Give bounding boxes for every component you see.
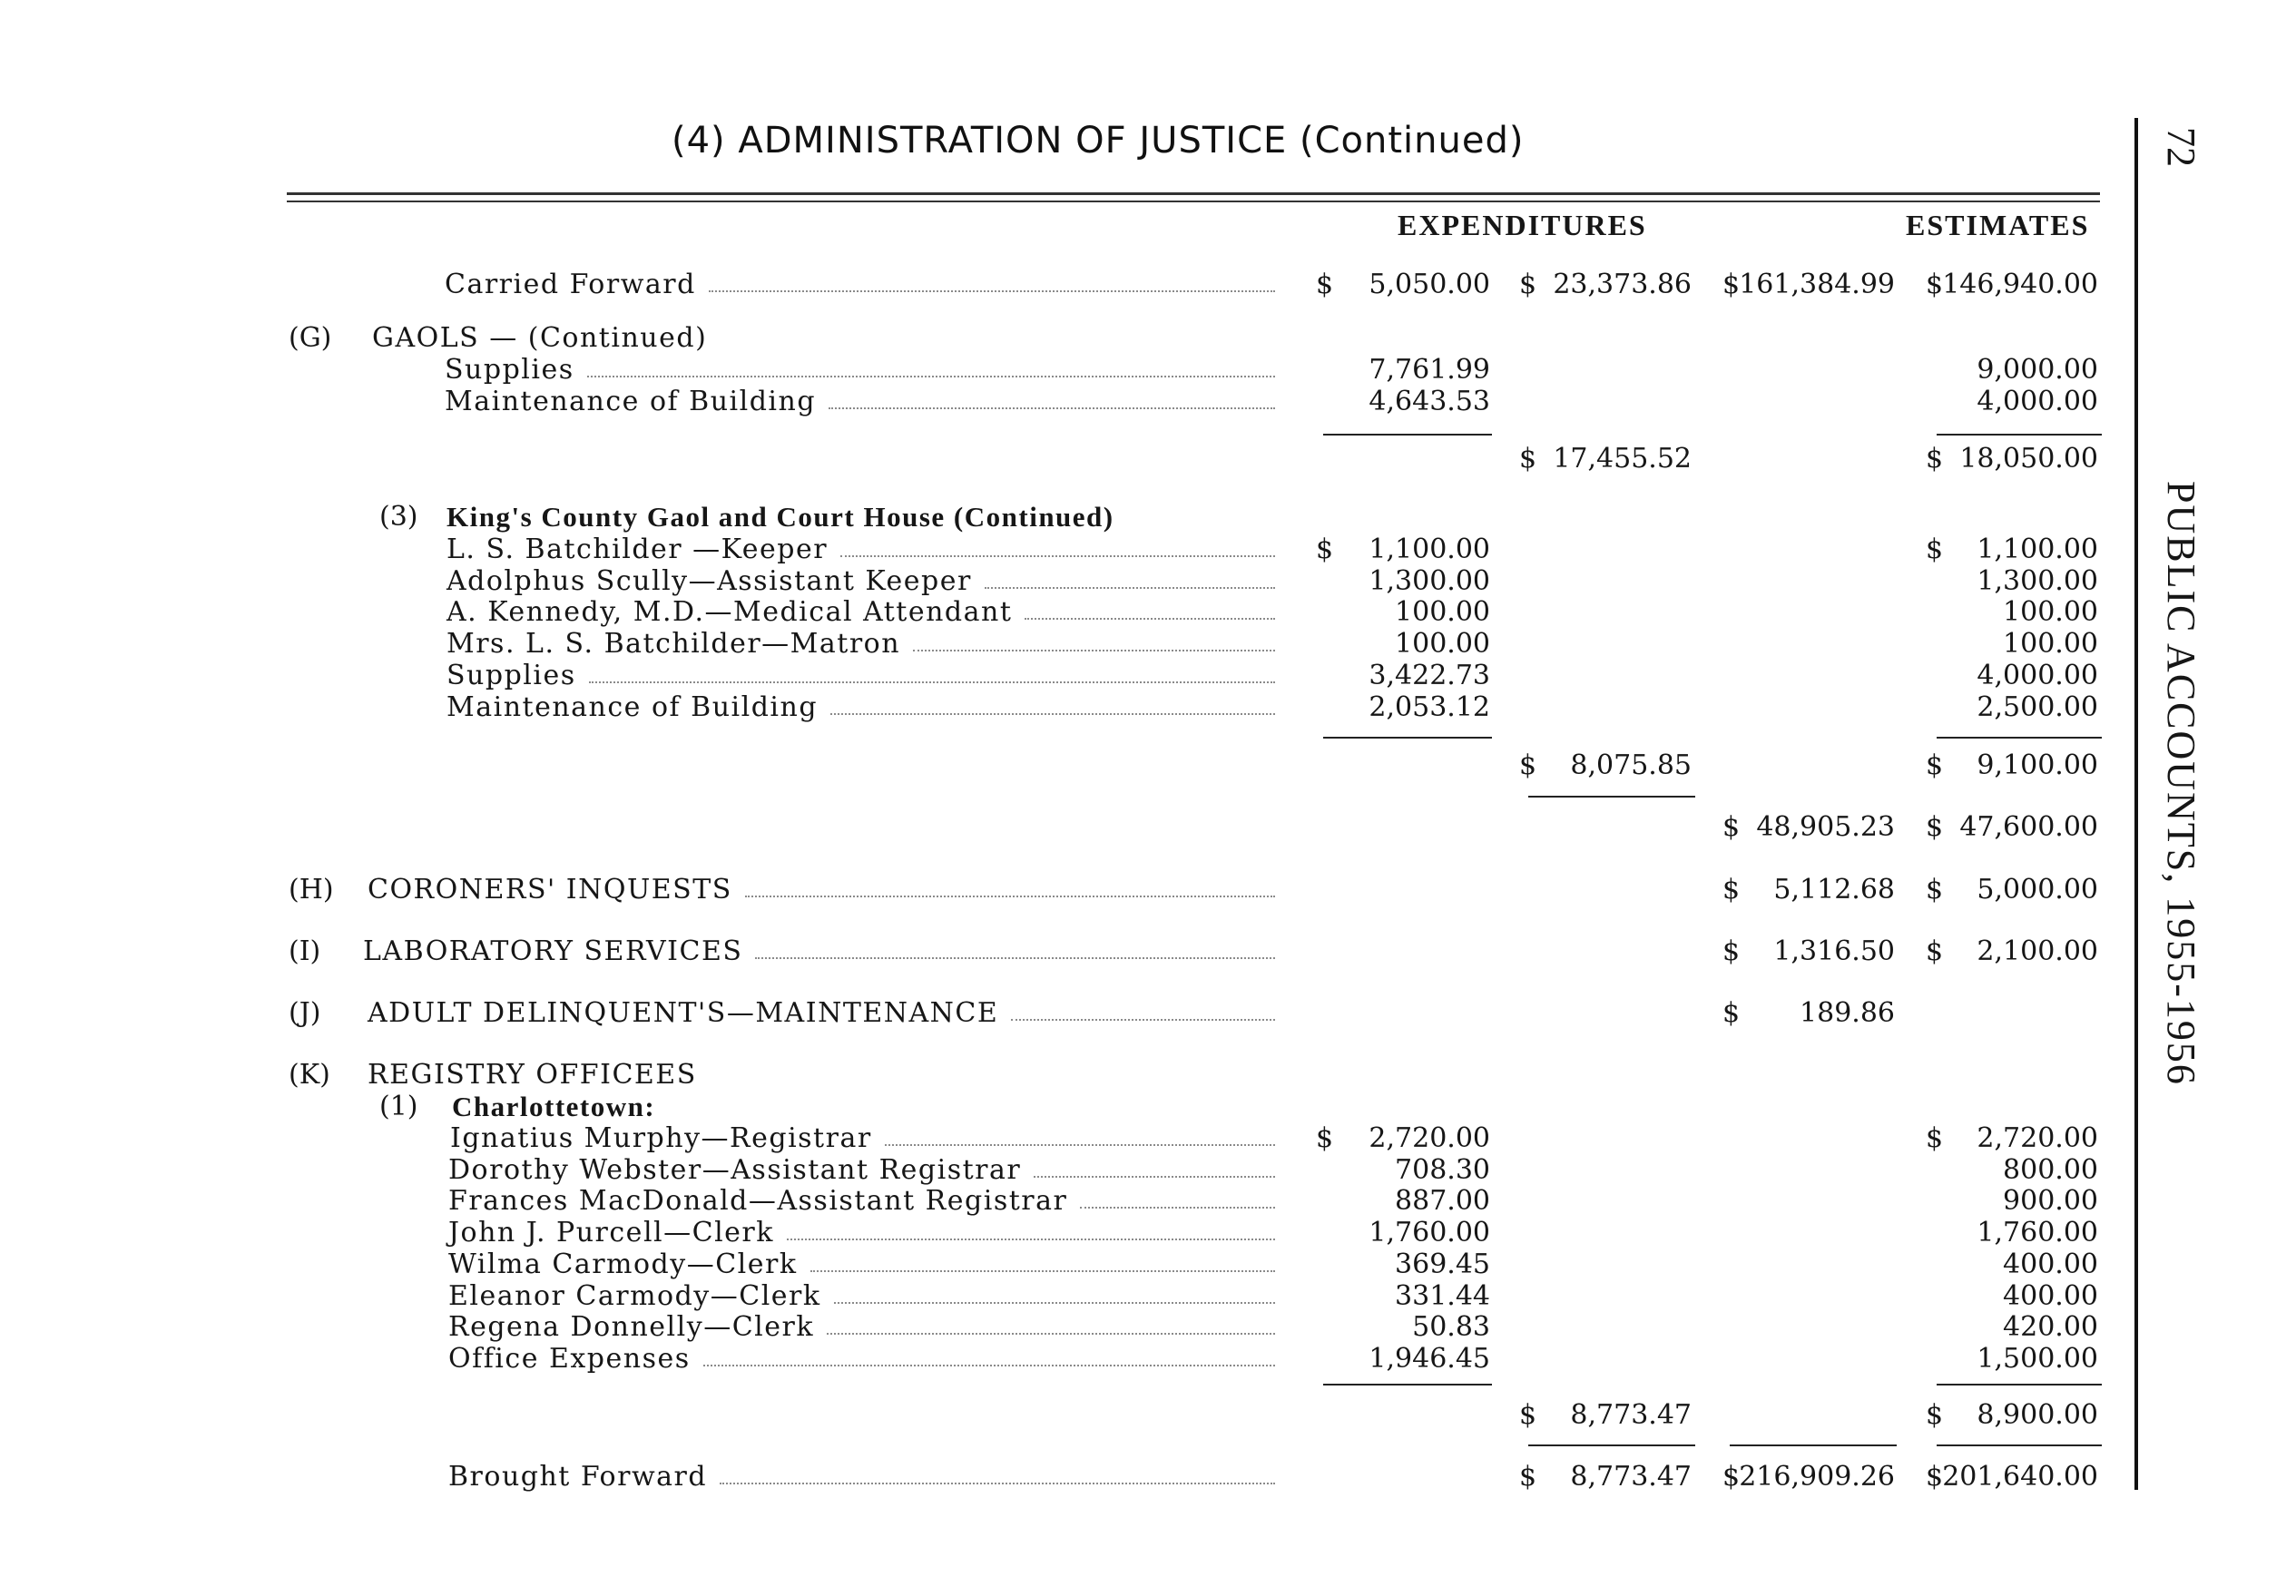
subtotal-rule — [1323, 434, 1492, 436]
row-label: CORONERS' INQUESTS — [368, 874, 732, 906]
amount-col-4: 1,300.00 — [1977, 565, 2098, 597]
ledger-row-gaols — [0, 322, 2114, 357]
amount-col-4: 900.00 — [2003, 1185, 2098, 1217]
dot-leader — [1080, 1207, 1275, 1209]
dollar-sign: $ — [1316, 534, 1334, 565]
ledger-row-brought-forward — [0, 1461, 2114, 1495]
amount-col-1: 4,643.53 — [1369, 386, 1490, 417]
row-label: Maintenance of Building — [446, 691, 819, 723]
ledger-row-matron — [0, 628, 2114, 662]
amount-col-4: 2,500.00 — [1977, 691, 2098, 723]
amount-col-3: 189.86 — [1800, 997, 1895, 1029]
row-label: Adolphus Scully—Assistant Keeper — [446, 565, 972, 597]
amount-col-4: 800.00 — [2003, 1154, 2098, 1186]
row-label: Brought Forward — [448, 1461, 708, 1493]
dot-leader — [787, 1239, 1275, 1240]
dollar-sign: $ — [1316, 1122, 1334, 1154]
ledger-row-gaols-maintenance — [0, 386, 2114, 420]
amount-col-1: 887.00 — [1395, 1185, 1490, 1217]
dollar-sign: $ — [1926, 269, 1944, 300]
dot-leader — [1034, 1176, 1275, 1178]
dollar-sign: $ — [1722, 935, 1741, 967]
amount-col-4: 9,100.00 — [1977, 749, 2098, 781]
ledger-row-scully — [0, 565, 2114, 600]
ledger-row-wilma-carmody — [0, 1248, 2114, 1283]
subtotal-rule — [1528, 796, 1695, 798]
dollar-sign: $ — [1519, 443, 1537, 475]
page-number: 72 — [2159, 127, 2203, 167]
amount-col-1: 100.00 — [1395, 596, 1490, 628]
dot-leader — [830, 713, 1275, 715]
dollar-sign: $ — [1926, 749, 1944, 781]
amount-col-4: 400.00 — [2003, 1280, 2098, 1312]
dot-leader — [720, 1483, 1275, 1484]
section-code: (H) — [289, 874, 334, 906]
dot-leader — [985, 587, 1275, 589]
amount-col-4: 1,760.00 — [1977, 1217, 2098, 1248]
amount-col-4: 18,050.00 — [1959, 443, 2098, 475]
ledger-row-gaols-total — [0, 811, 2114, 846]
dollar-sign: $ — [1722, 269, 1741, 300]
subsection-code: (1) — [379, 1091, 418, 1122]
row-label: Supplies — [446, 660, 576, 691]
ledger-row-kings-county — [0, 501, 2114, 535]
amount-col-1: 3,422.73 — [1369, 660, 1490, 691]
row-label: Supplies — [445, 354, 574, 386]
row-label: King's County Gaol and Court House (Continued) — [446, 501, 1114, 533]
ledger-row-office-expenses — [0, 1343, 2114, 1377]
dot-leader — [840, 555, 1275, 557]
dot-leader — [1011, 1019, 1275, 1021]
amount-col-4: 47,600.00 — [1959, 811, 2098, 843]
amount-col-4: 1,500.00 — [1977, 1343, 2098, 1375]
amount-col-1: 2,053.12 — [1369, 691, 1490, 723]
dollar-sign: $ — [1926, 874, 1944, 906]
amount-col-1: 1,760.00 — [1369, 1217, 1490, 1248]
subtotal-rule — [1528, 1444, 1695, 1446]
subtotal-rule — [1323, 1384, 1492, 1385]
page-title: (4) ADMINISTRATION OF JUSTICE (Continued) — [672, 120, 1525, 162]
dollar-sign: $ — [1722, 811, 1741, 843]
amount-col-2: 23,373.86 — [1553, 269, 1692, 300]
dollar-sign: $ — [1519, 749, 1537, 781]
row-label: Maintenance of Building — [445, 386, 817, 417]
amount-col-4: 5,000.00 — [1977, 874, 2098, 906]
section-code: (I) — [289, 935, 321, 967]
section-code: (K) — [289, 1059, 330, 1091]
amount-col-1: 2,720.00 — [1369, 1122, 1490, 1154]
ledger-row-webster — [0, 1154, 2114, 1189]
amount-col-4: 1,100.00 — [1977, 534, 2098, 565]
dot-leader — [834, 1302, 1275, 1304]
dollar-sign: $ — [1926, 443, 1944, 475]
amount-col-4: 201,640.00 — [1942, 1461, 2098, 1493]
dollar-sign: $ — [1722, 874, 1741, 906]
section-code: (G) — [289, 322, 332, 354]
dollar-sign: $ — [1926, 935, 1944, 967]
amount-col-1: 369.45 — [1395, 1248, 1490, 1280]
row-label: Charlottetown: — [452, 1091, 656, 1122]
subtotal-rule — [1937, 737, 2102, 739]
dot-leader — [745, 896, 1275, 897]
amount-col-3: 48,905.23 — [1756, 811, 1895, 843]
subtotal-rule — [1937, 434, 2102, 436]
amount-col-4: 4,000.00 — [1977, 386, 2098, 417]
title-rule-bottom — [287, 201, 2100, 202]
ledger-row-kennedy — [0, 596, 2114, 631]
ledger-row-donnelly — [0, 1311, 2114, 1346]
dot-leader — [755, 957, 1275, 959]
amount-col-4: 4,000.00 — [1977, 660, 2098, 691]
ledger-row-registry-subtotal — [0, 1399, 2114, 1434]
row-label: LABORATORY SERVICES — [363, 935, 743, 967]
amount-col-4: 420.00 — [2003, 1311, 2098, 1343]
amount-col-2: 17,455.52 — [1553, 443, 1692, 475]
estimates-header: ESTIMATES — [1906, 209, 2090, 241]
row-label: REGISTRY OFFICEES — [368, 1059, 697, 1091]
amount-col-4: 2,720.00 — [1977, 1122, 2098, 1154]
row-label: Ignatius Murphy—Registrar — [450, 1122, 872, 1154]
amount-col-2: 8,773.47 — [1570, 1461, 1692, 1493]
dollar-sign: $ — [1519, 1461, 1537, 1493]
ledger-row-batchilder-keeper — [0, 534, 2114, 568]
subtotal-rule — [1937, 1444, 2102, 1446]
amount-col-4: 400.00 — [2003, 1248, 2098, 1280]
dot-leader — [589, 681, 1275, 683]
amount-col-1: 5,050.00 — [1369, 269, 1490, 300]
amount-col-4: 100.00 — [2003, 628, 2098, 660]
amount-col-4: 9,000.00 — [1977, 354, 2098, 386]
amount-col-1: 100.00 — [1395, 628, 1490, 660]
row-label: Wilma Carmody—Clerk — [448, 1248, 798, 1280]
dot-leader — [829, 407, 1275, 409]
row-label: John J. Purcell—Clerk — [448, 1217, 774, 1248]
amount-col-3: 1,316.50 — [1773, 935, 1895, 967]
dot-leader — [885, 1144, 1275, 1146]
ledger-row-gaols-subtotal — [0, 443, 2114, 477]
row-label: GAOLS — (Continued) — [372, 322, 708, 354]
dot-leader — [827, 1333, 1275, 1335]
dollar-sign: $ — [1926, 1399, 1944, 1431]
dot-leader — [913, 650, 1275, 651]
dollar-sign: $ — [1316, 269, 1334, 300]
dollar-sign: $ — [1722, 997, 1741, 1029]
amount-col-3: 5,112.68 — [1773, 874, 1895, 906]
dollar-sign: $ — [1519, 269, 1537, 300]
ledger-row-adult-delinquents — [0, 997, 2114, 1032]
amount-col-3: 161,384.99 — [1739, 269, 1895, 300]
row-label: Dorothy Webster—Assistant Registrar — [448, 1154, 1022, 1186]
ledger-row-eleanor-carmody — [0, 1280, 2114, 1315]
subsection-code: (3) — [379, 501, 418, 533]
ledger-row-kings-supplies — [0, 660, 2114, 694]
section-code: (J) — [289, 997, 321, 1029]
amount-col-1: 708.30 — [1395, 1154, 1490, 1186]
subtotal-rule — [1730, 1444, 1897, 1446]
ledger-row-charlottetown — [0, 1091, 2114, 1125]
title-rule-top — [287, 192, 2100, 195]
ledger-row-registry — [0, 1059, 2114, 1093]
amount-col-2: 8,773.47 — [1570, 1399, 1692, 1431]
dollar-sign: $ — [1722, 1461, 1741, 1493]
ledger-row-gaols-supplies — [0, 354, 2114, 388]
dot-leader — [1025, 618, 1275, 620]
amount-col-4: 2,100.00 — [1977, 935, 2098, 967]
expenditures-header: EXPENDITURES — [1398, 209, 1647, 241]
amount-col-4: 146,940.00 — [1942, 269, 2098, 300]
ledger-row-carried-forward — [0, 269, 2114, 303]
row-label: ADULT DELINQUENT'S—MAINTENANCE — [368, 997, 999, 1029]
dollar-sign: $ — [1519, 1399, 1537, 1431]
row-label: Regena Donnelly—Clerk — [448, 1311, 815, 1343]
dot-leader — [709, 290, 1275, 292]
amount-col-1: 1,100.00 — [1369, 534, 1490, 565]
dot-leader — [587, 376, 1275, 377]
subtotal-rule — [1323, 737, 1492, 739]
row-label: Frances MacDonald—Assistant Registrar — [448, 1185, 1068, 1217]
dollar-sign: $ — [1926, 1461, 1944, 1493]
margin-rule — [2134, 118, 2138, 1490]
dollar-sign: $ — [1926, 534, 1944, 565]
ledger-row-kings-subtotal — [0, 749, 2114, 784]
amount-col-1: 7,761.99 — [1369, 354, 1490, 386]
dollar-sign: $ — [1926, 811, 1944, 843]
ledger-row-macdonald — [0, 1185, 2114, 1219]
row-label: A. Kennedy, M.D.—Medical Attendant — [446, 596, 1013, 628]
amount-col-4: 8,900.00 — [1977, 1399, 2098, 1431]
ledger-row-kings-maintenance — [0, 691, 2114, 726]
subtotal-rule — [1937, 1384, 2102, 1385]
ledger-row-coroners — [0, 874, 2114, 908]
ledger-row-murphy — [0, 1122, 2114, 1157]
ledger-row-laboratory — [0, 935, 2114, 970]
row-label: Office Expenses — [448, 1343, 691, 1375]
amount-col-2: 8,075.85 — [1570, 749, 1692, 781]
ledger-row-purcell — [0, 1217, 2114, 1251]
dot-leader — [810, 1270, 1275, 1272]
running-title: PUBLIC ACCOUNTS, 1955-1956 — [2159, 481, 2203, 1086]
row-label: Carried Forward — [445, 269, 696, 300]
row-label: Mrs. L. S. Batchilder—Matron — [446, 628, 901, 660]
amount-col-1: 331.44 — [1395, 1280, 1490, 1312]
amount-col-4: 100.00 — [2003, 596, 2098, 628]
amount-col-1: 1,946.45 — [1369, 1343, 1490, 1375]
row-label: Eleanor Carmody—Clerk — [448, 1280, 821, 1312]
amount-col-1: 50.83 — [1412, 1311, 1490, 1343]
dot-leader — [703, 1365, 1275, 1366]
amount-col-3: 216,909.26 — [1739, 1461, 1895, 1493]
dollar-sign: $ — [1926, 1122, 1944, 1154]
amount-col-1: 1,300.00 — [1369, 565, 1490, 597]
row-label: L. S. Batchilder —Keeper — [446, 534, 829, 565]
